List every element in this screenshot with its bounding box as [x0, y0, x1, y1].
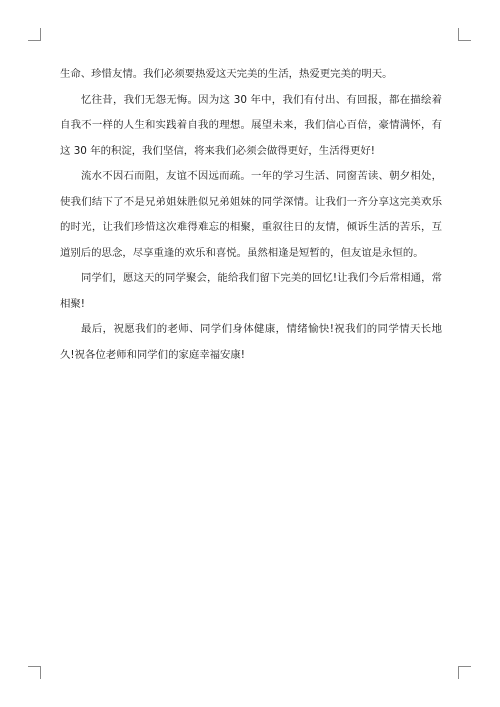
paragraph-2: 忆往昔，我们无怨无悔。因为这 30 年中，我们有付出、有回报，都在描绘着自我不一样的人生和实践着自我的理想。展望未来，我们信心百倍，豪情满怀，有这 30 年的积淀，我们坚信，将来我们必须会做得更好，生活得更好! [60, 93, 442, 157]
crop-mark-bottom-left [28, 666, 41, 679]
crop-mark-bottom-right [458, 666, 471, 679]
crop-mark-top-right [458, 28, 471, 41]
document-body [60, 62, 442, 368]
paragraph-1: 生命、珍惜友情。我们必须要热爱这天完美的生活，热爱更完美的明天。 [60, 68, 393, 80]
paragraph-5: 最后，祝愿我们的老师、同学们身体健康，情绪愉快!祝我们的同学情天长地久!祝各位老师和同学们的家庭幸福安康! [60, 323, 442, 361]
paragraph-4: 同学们，愿这天的同学聚会，能给我们留下完美的回忆!让我们今后常相通，常相聚! [60, 272, 442, 310]
paragraph-3: 流水不因石而阻，友谊不因远而疏。一年的学习生活、同窗苦读、朝夕相处，使我们结下了不是兄弟姐妹胜似兄弟姐妹的同学深情。让我们一齐分享这完美欢乐的时光，让我们珍惜这次难得难忘的相聚，重叙往日的友情，倾诉生活的苦乐，互道别后的思念，尽享重逢的欢乐和喜悦。虽然相逢是短暂的，但友谊是永恒的。 [60, 170, 442, 259]
crop-mark-top-left [28, 28, 41, 41]
